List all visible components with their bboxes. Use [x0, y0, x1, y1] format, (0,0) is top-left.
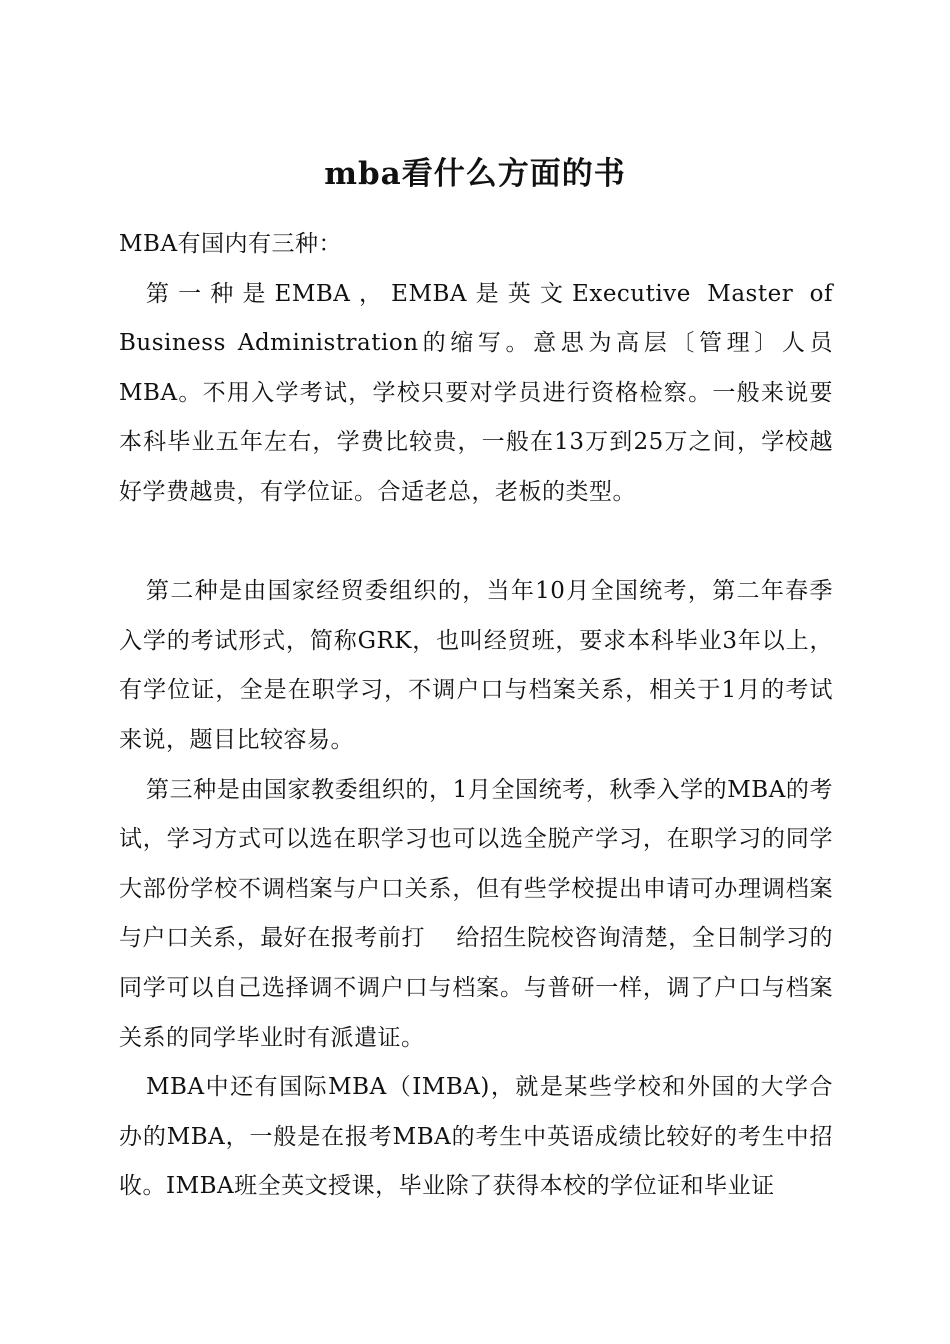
paragraph-national: 第三种是由国家教委组织的，1月全国统考，秋季入学的MBA的考试，学习方式可以选在职学习也可以选全脱产学习，在职学习的同学大部份学校不调档案与户口关系，但有些学校提出申请可办理调档案与户口关系，最好在报考前打 给招生院校咨询清楚，全日制学习的同学可以自己选择调不调户口与档案。与普研一样，调了户口与档案关系的同学毕业时有派遣证。: [119, 776, 833, 1051]
paragraph-intro: MBA有国内有三种：: [119, 231, 343, 257]
document-body: [119, 220, 833, 1212]
document-title: mba看什么方面的书: [324, 156, 626, 192]
paragraph-emba: 第一种是EMBA，EMBA是英文Executive Master of Business Administration的缩写。意思为高层〔管理〕人员MBA。不用入学考试，学校只要对学员进行资格检察。一般来说要本科毕业五年左右，学费比较贵，一般在13万到25万之间，学校越好学费越贵，有学位证。合适老总，老板的类型。: [119, 280, 833, 505]
paragraph-grk: 第二种是由国家经贸委组织的，当年10月全国统考，第二年春季入学的考试形式，简称GRK，也叫经贸班，要求本科毕业3年以上，有学位证，全是在职学习，不调户口与档案关系，相关于1月的考试来说，题目比较容易。: [119, 578, 833, 753]
paragraph-imba: MBA中还有国际MBA（IMBA)，就是某些学校和外国的大学合办的MBA，一般是在报考MBA的考生中英语成绩比较好的考生中招收。IMBA班全英文授课，毕业除了获得本校的学位证和毕业证: [119, 1074, 833, 1200]
